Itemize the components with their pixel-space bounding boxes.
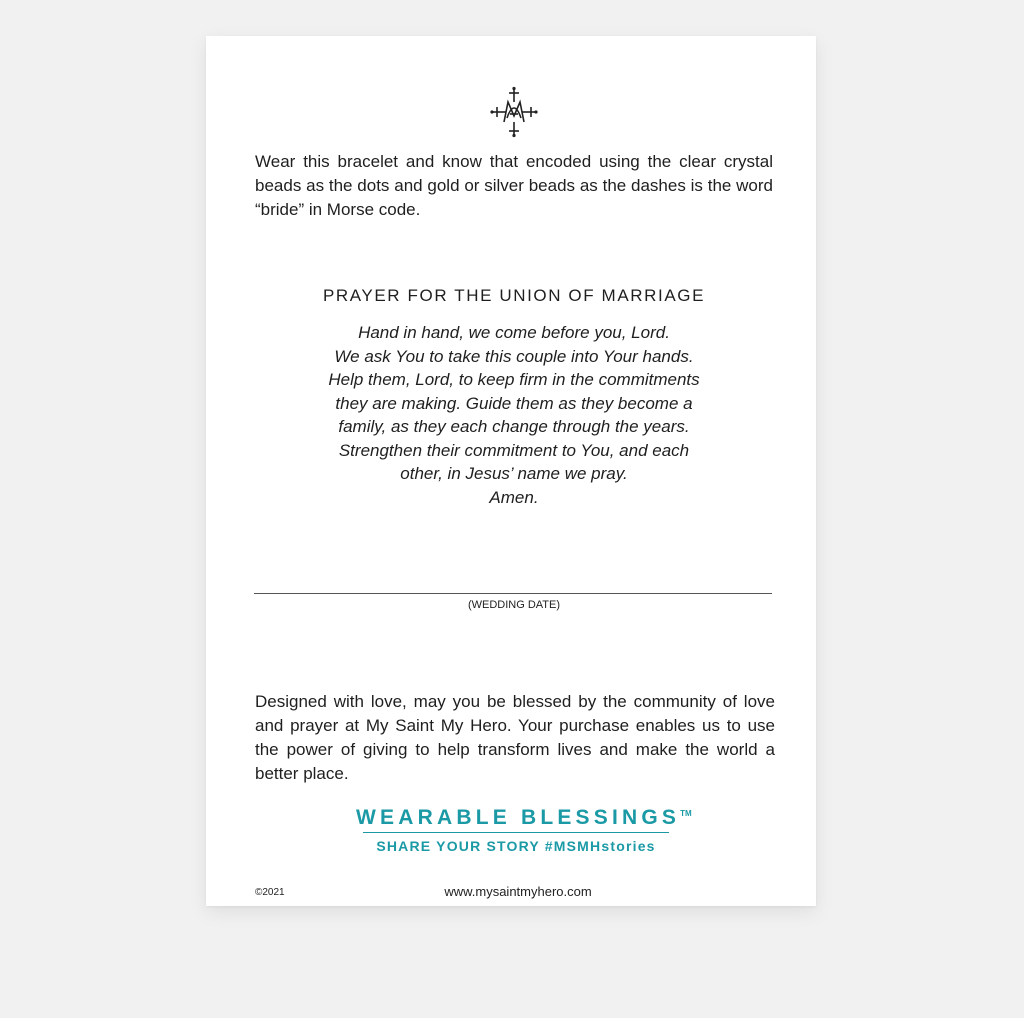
wedding-date-line: [254, 593, 772, 594]
prayer-line: Hand in hand, we come before you, Lord.: [358, 323, 670, 342]
intro-paragraph: Wear this bracelet and know that encoded using the clear crystal beads as the dots and gold or silver beads as the dashes is the word “bride” in Morse code.: [255, 152, 773, 219]
prayer-line: other, in Jesus’ name we pray.: [400, 464, 628, 483]
closing-paragraph: Designed with love, may you be blessed by the community of love and prayer at My Saint My Hero. Your purchase enables us to use the power of giving to help transform lives and make the world a better place.: [255, 692, 775, 783]
wedding-date-label: (WEDDING DATE): [467, 599, 561, 611]
trademark-mark: TM: [680, 809, 692, 818]
prayer-text: [206, 321, 822, 509]
copyright: ©2021: [255, 887, 285, 898]
prayer-line: Amen.: [489, 487, 539, 507]
brand-title: [356, 806, 692, 830]
blessing-card: [206, 36, 816, 906]
prayer-line: Help them, Lord, to keep firm in the commitments: [328, 370, 700, 389]
brand-block: [356, 806, 692, 854]
prayer-line: family, as they each change through the years.: [338, 417, 690, 436]
marian-cross-monogram-icon: [488, 86, 540, 138]
website-url: www.mysaintmyhero.com: [444, 884, 592, 899]
brand-underline: [363, 832, 669, 833]
prayer-line: they are making. Guide them as they become a: [335, 393, 693, 413]
prayer-title: PRAYER FOR THE UNION OF MARRIAGE: [322, 286, 706, 305]
prayer-line: Strengthen their commitment to You, and each: [338, 440, 690, 460]
prayer-line: We ask You to take this couple into Your hands.: [334, 346, 694, 366]
brand-title-text: WEARABLE BLESSINGS: [356, 806, 681, 829]
brand-subtitle: SHARE YOUR STORY #MSMHstories: [376, 838, 656, 854]
